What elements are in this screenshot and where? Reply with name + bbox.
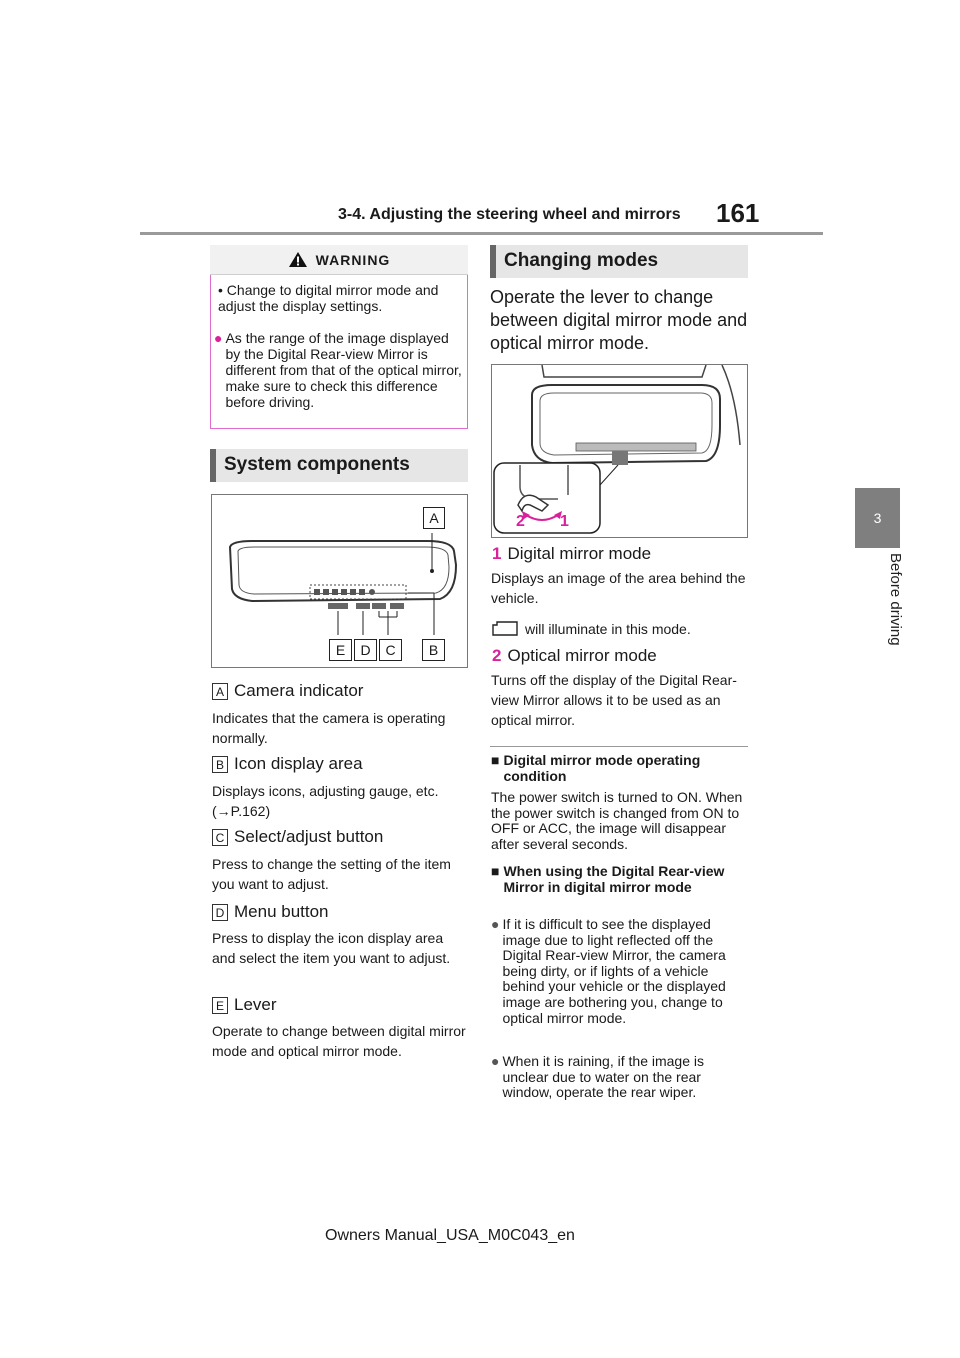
letter-box-a: A	[212, 683, 228, 700]
mode-name: Digital mirror mode	[507, 544, 652, 563]
component-desc-d: Press to display the icon display area and select the item you want to adjust.	[212, 930, 451, 966]
chapter-label: Before driving	[887, 553, 904, 646]
callout-b: B	[422, 639, 445, 661]
letter-box-d: D	[212, 904, 228, 921]
chapter-tab[interactable]: 3	[855, 488, 900, 548]
note-2-bullet-2	[491, 1054, 751, 1101]
lever-diagram	[492, 365, 747, 537]
warning-item-text: As the range of the image displayed by the Digital Rear-view Mirror is different from that of the optical mirror, make sure to check this difference before driving.	[225, 330, 462, 410]
callout-e: E	[329, 639, 352, 661]
note-title-text: When using the Digital Rear-view Mirror in digital mirror mode	[503, 863, 725, 895]
note-2-bullet-1	[491, 917, 751, 1026]
note-title-text: Digital mirror mode operating condition	[503, 752, 701, 784]
letter-box-e: E	[212, 997, 228, 1014]
lever-position-2: 2	[516, 513, 525, 530]
component-name: Menu button	[234, 902, 329, 921]
section-header-system-components: System components	[210, 449, 468, 482]
component-desc-a: Indicates that the camera is operating normally.	[212, 710, 446, 746]
mirror-mode-indicator-icon	[491, 621, 519, 637]
system-components-figure	[211, 494, 468, 668]
component-name: Icon display area	[234, 754, 363, 773]
callout-a: A	[423, 507, 445, 529]
component-desc-e: Operate to change between digital mirror mode and optical mirror mode.	[212, 1023, 466, 1059]
note-bullet-text: When it is raining, if the image is unclear due to water on the rear window, operate the rear wiper.	[502, 1053, 704, 1101]
letter-box-c: C	[212, 829, 228, 846]
component-name: Select/adjust button	[234, 827, 384, 846]
component-label-c	[212, 827, 383, 847]
component-label-d	[212, 902, 329, 922]
square-bullet-icon: ■	[491, 863, 500, 879]
lever-position-1: 1	[560, 513, 569, 530]
warning-header	[210, 245, 468, 275]
running-header: 3-4. Adjusting the steering wheel and mirrors	[338, 206, 681, 223]
mode-1-indicator-note	[491, 619, 749, 639]
lever-figure	[491, 364, 748, 538]
component-desc-b: Displays icons, adjusting gauge, etc. (→P.162)	[212, 783, 439, 819]
footer-doc-id: Owners Manual_USA_M0C043_en	[325, 1227, 575, 1244]
header-rule	[140, 232, 823, 235]
mode-1-label	[492, 544, 651, 564]
section-header-changing-modes: Changing modes	[490, 245, 748, 278]
warning-triangle-icon	[288, 251, 308, 268]
indicator-note-text: will illuminate in this mode.	[525, 621, 691, 637]
bullet-icon: ●	[491, 916, 500, 932]
callout-c: C	[379, 639, 402, 661]
notes-divider	[490, 746, 748, 747]
mode-number: 1	[492, 544, 502, 563]
mode-number: 2	[492, 646, 502, 665]
mode-1-desc: Displays an image of the area behind the vehicle.	[491, 570, 746, 606]
component-name: Camera indicator	[234, 681, 364, 700]
note-1-title	[491, 752, 749, 784]
component-desc-c: Press to change the setting of the item you want to adjust.	[212, 856, 451, 892]
mode-2-label	[492, 646, 657, 666]
callout-d: D	[354, 639, 377, 661]
note-2-title	[491, 863, 749, 895]
component-label-a	[212, 681, 363, 701]
changing-modes-intro: Operate the lever to change between digital mirror mode and optical mirror mode.	[490, 287, 748, 353]
mode-name: Optical mirror mode	[507, 646, 657, 665]
component-label-b	[212, 754, 363, 774]
bullet-icon: ●	[491, 1053, 500, 1069]
warning-item-2	[214, 330, 464, 410]
mode-2-desc: Turns off the display of the Digital Rear-view Mirror allows it to be used as an optical mirror.	[491, 672, 737, 728]
square-bullet-icon: ■	[491, 752, 500, 768]
warning-title: WARNING	[315, 251, 391, 268]
component-label-e	[212, 995, 277, 1015]
component-name: Lever	[234, 995, 277, 1014]
warning-item-1: • Change to digital mirror mode and adjust the display settings.	[218, 282, 439, 314]
bullet-icon: ●	[214, 330, 223, 346]
note-bullet-text: If it is difficult to see the displayed image due to light reflected off the Digital Rear-view Mirror, the camera being dirty, or if lights of a vehicle behind your vehicle or the displayed image are bothering you, change to optical mirror mode.	[502, 916, 726, 1026]
letter-box-b: B	[212, 756, 228, 773]
page-number: 161	[716, 198, 760, 228]
note-1-text: The power switch is turned to ON. When the power switch is changed from ON to OFF or ACC, the image will disappear after several seconds.	[491, 789, 743, 852]
